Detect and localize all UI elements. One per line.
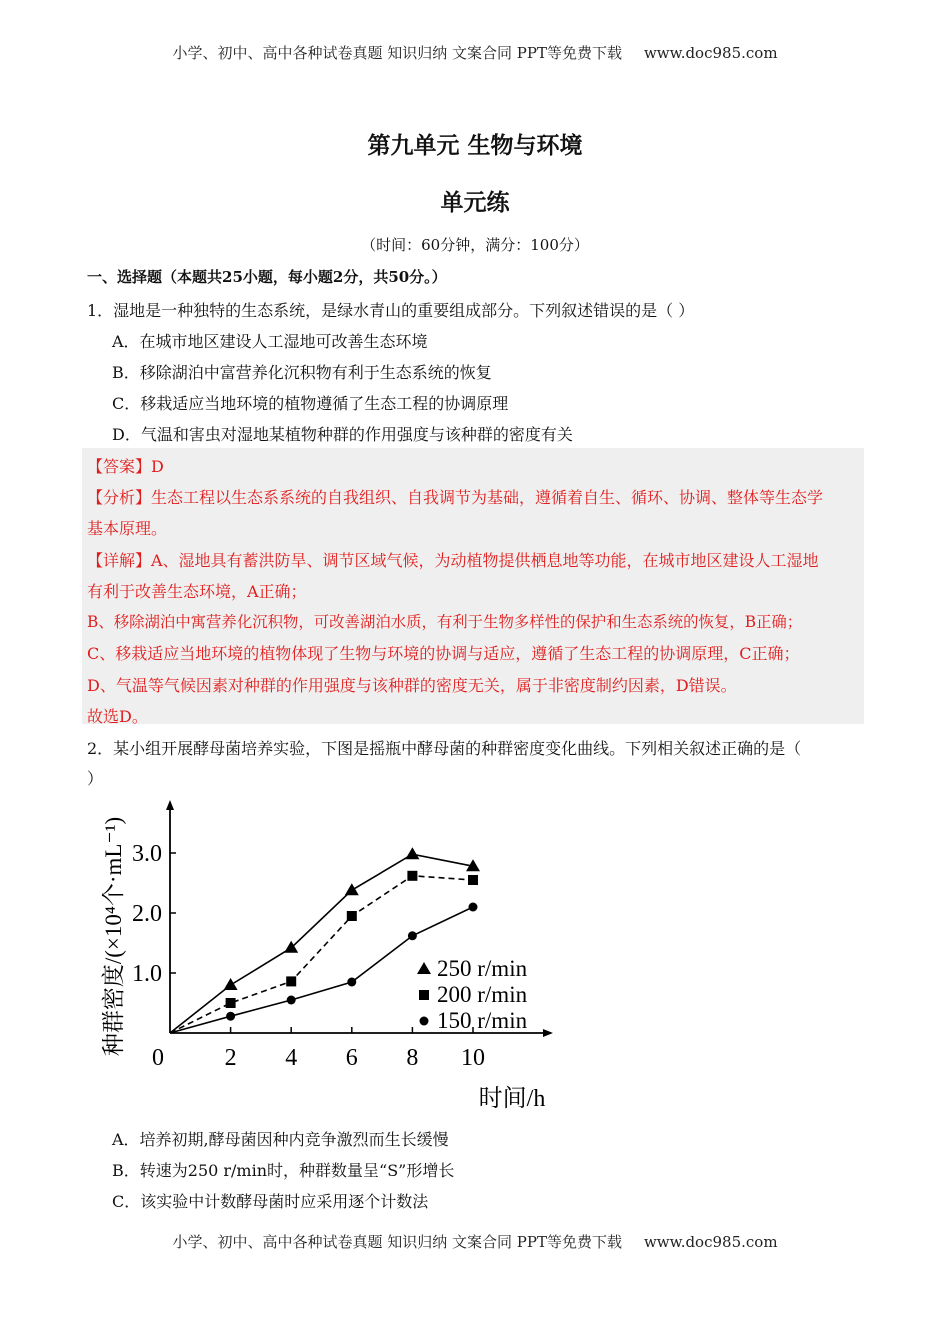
detail-line-3: B、移除湖泊中寓营养化沉积物，可改善湖泊水质，有利于生物多样性的保护和生态系统的恢复，B正确； xyxy=(87,613,803,631)
page-subtitle: 单元练 xyxy=(440,189,510,216)
question-2-stem-end: ） xyxy=(87,769,104,788)
section-heading: 一、选择题（本题共25小题，每小题2分，共50分。） xyxy=(87,268,447,286)
question-1-option-d: D．气温和害虫对湿地某植物种群的作用强度与该种群的密度有关 xyxy=(112,425,573,444)
data-point-s0-2 xyxy=(345,883,359,895)
analysis-line-1: 【分析】生态工程以生态系系统的自我组织、自我调节为基础，遵循着自生、循环、协调、整体等生态学 xyxy=(87,488,824,507)
chart-plot xyxy=(170,847,480,1033)
x-tick-label: 10 xyxy=(461,1045,485,1071)
analysis-line-2: 基本原理。 xyxy=(87,519,168,538)
x-tick-label: 6 xyxy=(345,1045,358,1071)
series-line-1 xyxy=(170,876,473,1033)
data-point-s2-4 xyxy=(469,903,478,912)
answer-line: 【答案】D xyxy=(87,457,164,476)
question-1-option-a: A．在城市地区建设人工湿地可改善生态环境 xyxy=(112,332,428,351)
detail-line-4: C、移栽适应当地环境的植物体现了生物与环境的协调与适应，遵循了生态工程的协调原理，C正确； xyxy=(87,644,800,663)
question-1-stem: 1．湿地是一种独特的生态系统，是绿水青山的重要组成部分。下列叙述错误的是（ ） xyxy=(87,301,695,320)
question-2-option-a: A．培养初期,酵母菌因种内竞争激烈而生长缓慢 xyxy=(112,1130,449,1149)
footer-site-link[interactable]: www.doc985.com xyxy=(643,1233,778,1251)
data-point-s1-0 xyxy=(226,998,236,1008)
detail-line-5: D、气温等气候因素对种群的作用强度与该种群的密度无关，属于非密度制约因素，D错误。 xyxy=(87,676,737,695)
conclusion-line: 故选D。 xyxy=(87,707,148,726)
legend-marker-1 xyxy=(419,990,429,1000)
x-axis-arrow xyxy=(543,1029,553,1037)
header-text: 小学、初中、高中各种试卷真题 知识归纳 文案合同 PPT等免费下载 xyxy=(172,44,622,62)
header-site-link[interactable]: www.doc985.com xyxy=(643,44,778,62)
x-axis-label: 时间/h xyxy=(478,1086,546,1112)
legend-label-2: 150 r/min xyxy=(437,1008,528,1033)
data-point-s2-2 xyxy=(347,978,356,987)
question-2-option-c: C．该实验中计数酵母菌时应采用逐个计数法 xyxy=(112,1192,429,1211)
legend-marker-2 xyxy=(420,1017,429,1026)
question-1-option-b: B．移除湖泊中富营养化沉积物有利于生态系统的恢复 xyxy=(112,363,492,382)
detail-line-1: 【详解】A、湿地具有蓄洪防旱、调节区域气候，为动植物提供栖息地等功能，在城市地区建设人工湿地 xyxy=(87,551,819,570)
data-point-s2-3 xyxy=(408,931,417,940)
series-line-0 xyxy=(170,854,473,1033)
data-point-s1-2 xyxy=(347,911,357,921)
y-tick-label: 3.0 xyxy=(132,841,162,867)
data-point-s2-0 xyxy=(226,1012,235,1021)
question-1-option-c: C．移栽适应当地环境的植物遵循了生态工程的协调原理 xyxy=(112,394,509,413)
data-point-s1-4 xyxy=(468,875,478,885)
y-tick-label: 1.0 xyxy=(132,961,162,987)
legend-label-1: 200 r/min xyxy=(437,982,528,1007)
origin-label: 0 xyxy=(152,1045,164,1071)
page-title: 第九单元 生物与环境 xyxy=(367,132,583,159)
footer-text: 小学、初中、高中各种试卷真题 知识归纳 文案合同 PPT等免费下载 xyxy=(172,1233,622,1251)
chart-legend xyxy=(417,956,528,1033)
y-tick-label: 2.0 xyxy=(132,901,162,927)
legend-label-0: 250 r/min xyxy=(437,956,528,981)
time-info: （时间：60分钟，满分：100分） xyxy=(361,236,589,254)
y-axis-arrow xyxy=(166,800,174,810)
page-header xyxy=(0,42,950,63)
x-tick-label: 8 xyxy=(406,1045,419,1071)
x-tick-label: 4 xyxy=(285,1045,298,1071)
x-tick-label: 2 xyxy=(224,1045,237,1071)
detail-line-2: 有利于改善生态环境，A正确； xyxy=(87,582,307,601)
question-2-stem: 2．某小组开展酵母菌培养实验，下图是摇瓶中酵母菌的种群密度变化曲线。下列相关叙述正确的是（ xyxy=(87,739,802,758)
population-density-chart xyxy=(95,790,565,1120)
data-point-s2-1 xyxy=(287,996,296,1005)
data-point-s1-1 xyxy=(286,976,296,986)
data-point-s0-0 xyxy=(224,978,238,990)
y-axis-label: 种群密度/(×10⁴个·mL⁻¹) xyxy=(101,816,126,1057)
legend-marker-0 xyxy=(417,962,431,974)
question-2-option-b: B．转速为250 r/min时，种群数量呈“S”形增长 xyxy=(112,1161,455,1180)
data-point-s0-3 xyxy=(405,847,419,859)
page-footer xyxy=(0,1231,950,1252)
data-point-s1-3 xyxy=(407,871,417,881)
